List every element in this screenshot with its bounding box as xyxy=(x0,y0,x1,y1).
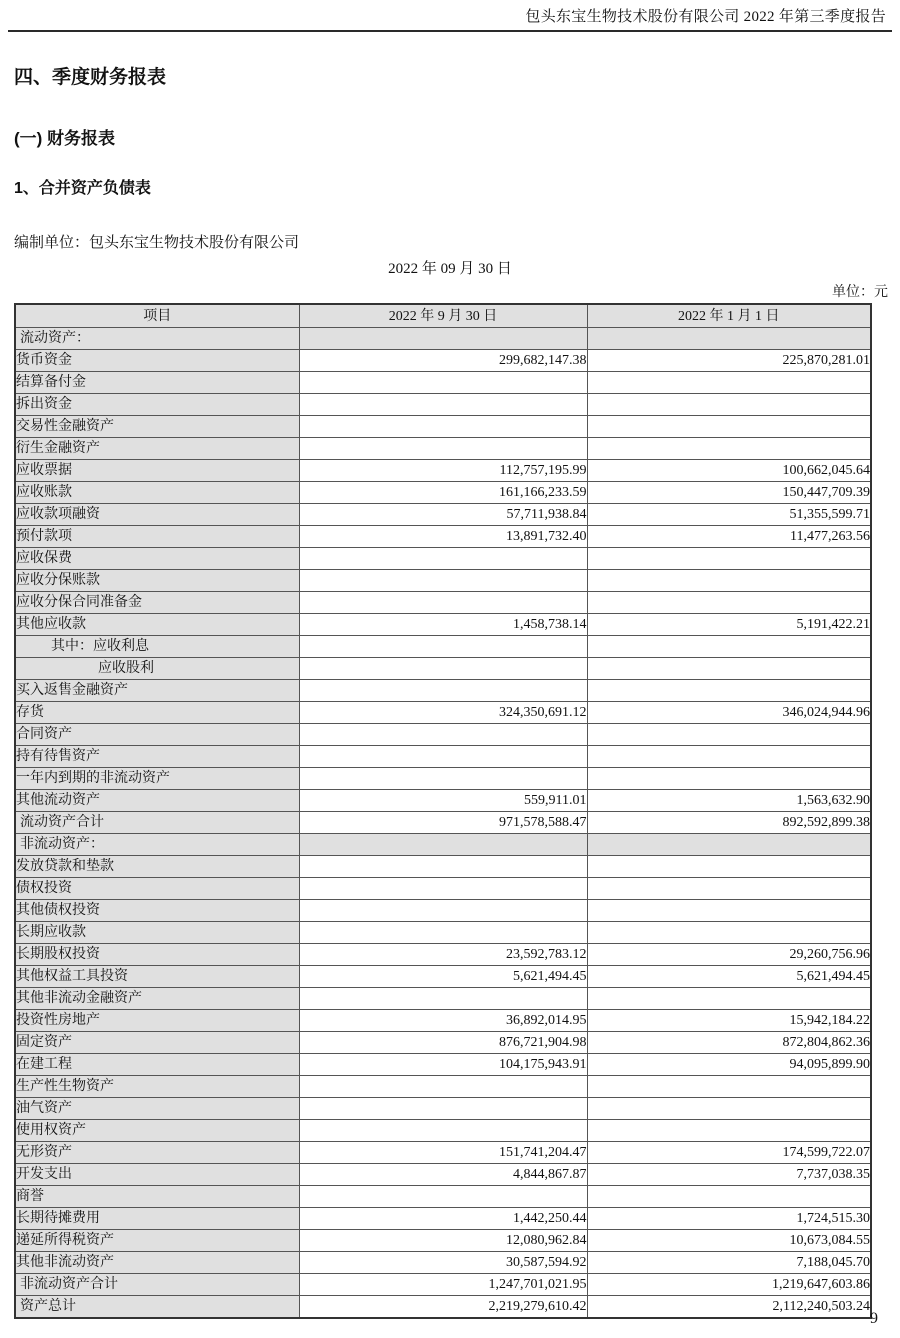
row-label: 交易性金融资产 xyxy=(15,416,299,438)
table-row xyxy=(15,328,871,350)
row-label: 结算备付金 xyxy=(15,372,299,394)
row-value-current: 13,891,732.40 xyxy=(299,526,587,548)
row-value-current: 299,682,147.38 xyxy=(299,350,587,372)
row-label: 应收票据 xyxy=(15,460,299,482)
row-value-current: 161,166,233.59 xyxy=(299,482,587,504)
row-value-current xyxy=(299,570,587,592)
table-row xyxy=(15,570,871,592)
document-header xyxy=(0,0,900,26)
row-value-current xyxy=(299,658,587,680)
row-value-current xyxy=(299,856,587,878)
table-row xyxy=(15,636,871,658)
table-row xyxy=(15,1208,871,1230)
row-label: 应收款项融资 xyxy=(15,504,299,526)
row-label: 拆出资金 xyxy=(15,394,299,416)
row-label: 长期待摊费用 xyxy=(15,1208,299,1230)
table-row xyxy=(15,1010,871,1032)
table-row xyxy=(15,504,871,526)
row-value-current: 104,175,943.91 xyxy=(299,1054,587,1076)
row-value-prior: 94,095,899.90 xyxy=(587,1054,871,1076)
row-value-current xyxy=(299,548,587,570)
row-value-prior: 872,804,862.36 xyxy=(587,1032,871,1054)
col-header-prior-period: 2022 年 1 月 1 日 xyxy=(587,304,871,328)
row-value-prior xyxy=(587,900,871,922)
row-value-current: 57,711,938.84 xyxy=(299,504,587,526)
row-value-prior xyxy=(587,1076,871,1098)
row-value-prior xyxy=(587,878,871,900)
table-row xyxy=(15,1252,871,1274)
row-value-prior: 51,355,599.71 xyxy=(587,504,871,526)
row-value-current: 36,892,014.95 xyxy=(299,1010,587,1032)
page-number: 9 xyxy=(870,1310,878,1327)
row-label: 固定资产 xyxy=(15,1032,299,1054)
row-label: 长期应收款 xyxy=(15,922,299,944)
row-value-current xyxy=(299,768,587,790)
row-value-prior: 150,447,709.39 xyxy=(587,482,871,504)
row-label: 其他债权投资 xyxy=(15,900,299,922)
table-row xyxy=(15,900,871,922)
row-label: 应收分保账款 xyxy=(15,570,299,592)
table-row xyxy=(15,922,871,944)
table-row xyxy=(15,702,871,724)
table-row xyxy=(15,680,871,702)
row-label: 长期股权投资 xyxy=(15,944,299,966)
table-row xyxy=(15,526,871,548)
table-row xyxy=(15,944,871,966)
row-value-current: 1,247,701,021.95 xyxy=(299,1274,587,1296)
table-row xyxy=(15,1076,871,1098)
table-row xyxy=(15,878,871,900)
row-value-prior xyxy=(587,1186,871,1208)
row-value-current xyxy=(299,746,587,768)
row-value-current xyxy=(299,592,587,614)
table-row xyxy=(15,790,871,812)
row-value-prior xyxy=(587,394,871,416)
row-label: 在建工程 xyxy=(15,1054,299,1076)
row-value-current xyxy=(299,1076,587,1098)
row-label: 债权投资 xyxy=(15,878,299,900)
table-row xyxy=(15,1098,871,1120)
row-value-current: 12,080,962.84 xyxy=(299,1230,587,1252)
row-value-current: 151,741,204.47 xyxy=(299,1142,587,1164)
row-value-prior xyxy=(587,746,871,768)
row-value-current: 559,911.01 xyxy=(299,790,587,812)
row-label: 商誉 xyxy=(15,1186,299,1208)
row-label: 投资性房地产 xyxy=(15,1010,299,1032)
row-value-prior xyxy=(587,328,871,350)
row-value-current xyxy=(299,900,587,922)
table-row xyxy=(15,768,871,790)
col-header-item: 项目 xyxy=(15,304,299,328)
row-value-prior: 29,260,756.96 xyxy=(587,944,871,966)
table-row xyxy=(15,856,871,878)
row-value-prior xyxy=(587,372,871,394)
table-row xyxy=(15,460,871,482)
row-label: 开发支出 xyxy=(15,1164,299,1186)
row-label: 合同资产 xyxy=(15,724,299,746)
row-value-current: 23,592,783.12 xyxy=(299,944,587,966)
table-header-row xyxy=(15,304,871,328)
row-label: 其他非流动金融资产 xyxy=(15,988,299,1010)
row-value-prior: 1,563,632.90 xyxy=(587,790,871,812)
row-label: 生产性生物资产 xyxy=(15,1076,299,1098)
row-value-current: 971,578,588.47 xyxy=(299,812,587,834)
row-value-current: 112,757,195.99 xyxy=(299,460,587,482)
row-value-prior: 1,724,515.30 xyxy=(587,1208,871,1230)
row-value-current: 876,721,904.98 xyxy=(299,1032,587,1054)
row-label: 其他非流动资产 xyxy=(15,1252,299,1274)
table-row xyxy=(15,548,871,570)
row-value-current xyxy=(299,1186,587,1208)
header-divider xyxy=(8,30,892,32)
table-row xyxy=(15,1142,871,1164)
row-value-prior: 892,592,899.38 xyxy=(587,812,871,834)
row-value-prior xyxy=(587,922,871,944)
row-label: 其他应收款 xyxy=(15,614,299,636)
row-value-prior xyxy=(587,636,871,658)
row-value-prior xyxy=(587,592,871,614)
row-value-prior: 5,621,494.45 xyxy=(587,966,871,988)
row-value-current xyxy=(299,438,587,460)
row-value-current: 5,621,494.45 xyxy=(299,966,587,988)
row-value-current xyxy=(299,878,587,900)
row-label: 买入返售金融资产 xyxy=(15,680,299,702)
row-value-prior xyxy=(587,834,871,856)
row-value-current xyxy=(299,416,587,438)
row-label: 持有待售资产 xyxy=(15,746,299,768)
row-label: 其中：应收利息 xyxy=(15,636,299,658)
row-value-current xyxy=(299,636,587,658)
table-row xyxy=(15,834,871,856)
row-value-prior xyxy=(587,680,871,702)
row-value-prior: 346,024,944.96 xyxy=(587,702,871,724)
document-header-text: 包头东宝生物技术股份有限公司 2022 年第三季度报告 xyxy=(525,9,886,25)
statement-date: 2022 年 09 月 30 日 xyxy=(388,261,512,277)
row-label: 非流动资产： xyxy=(15,834,299,856)
row-value-prior: 15,942,184.22 xyxy=(587,1010,871,1032)
table-row xyxy=(15,966,871,988)
table-row xyxy=(15,988,871,1010)
row-label: 流动资产合计 xyxy=(15,812,299,834)
row-value-prior: 225,870,281.01 xyxy=(587,350,871,372)
row-label: 一年内到期的非流动资产 xyxy=(15,768,299,790)
prepared-by-line: 编制单位：包头东宝生物技术股份有限公司 xyxy=(14,235,300,251)
row-value-prior xyxy=(587,1098,871,1120)
row-value-prior xyxy=(587,1120,871,1142)
row-value-prior: 10,673,084.55 xyxy=(587,1230,871,1252)
row-value-prior xyxy=(587,658,871,680)
table-row xyxy=(15,482,871,504)
row-value-prior: 1,219,647,603.86 xyxy=(587,1274,871,1296)
table-row xyxy=(15,592,871,614)
table-row xyxy=(15,438,871,460)
row-label: 使用权资产 xyxy=(15,1120,299,1142)
row-label: 无形资产 xyxy=(15,1142,299,1164)
row-value-prior: 2,112,240,503.24 xyxy=(587,1296,871,1319)
table-row xyxy=(15,1296,871,1319)
row-value-current: 4,844,867.87 xyxy=(299,1164,587,1186)
row-label: 非流动资产合计 xyxy=(15,1274,299,1296)
table-row xyxy=(15,350,871,372)
row-value-prior xyxy=(587,724,871,746)
col-header-current-period: 2022 年 9 月 30 日 xyxy=(299,304,587,328)
table-row xyxy=(15,1054,871,1076)
row-label: 发放贷款和垫款 xyxy=(15,856,299,878)
table-row xyxy=(15,1186,871,1208)
statement-title: 1、合并资产负债表 xyxy=(14,180,151,197)
table-row xyxy=(15,1230,871,1252)
row-value-current: 324,350,691.12 xyxy=(299,702,587,724)
row-label: 应收账款 xyxy=(15,482,299,504)
row-label: 存货 xyxy=(15,702,299,724)
table-row xyxy=(15,658,871,680)
table-row xyxy=(15,1032,871,1054)
row-value-current xyxy=(299,372,587,394)
row-value-current xyxy=(299,1120,587,1142)
unit-label: 单位：元 xyxy=(832,285,888,300)
row-value-current xyxy=(299,680,587,702)
row-value-current: 1,458,738.14 xyxy=(299,614,587,636)
row-value-prior xyxy=(587,548,871,570)
row-value-current xyxy=(299,922,587,944)
row-label: 资产总计 xyxy=(15,1296,299,1319)
row-value-current xyxy=(299,724,587,746)
table-row xyxy=(15,416,871,438)
table-row xyxy=(15,1120,871,1142)
row-value-prior: 100,662,045.64 xyxy=(587,460,871,482)
section-title: 四、季度财务报表 xyxy=(14,67,167,88)
row-label: 衍生金融资产 xyxy=(15,438,299,460)
row-label: 应收股利 xyxy=(15,658,299,680)
row-label: 其他流动资产 xyxy=(15,790,299,812)
row-value-current: 1,442,250.44 xyxy=(299,1208,587,1230)
row-value-prior: 7,737,038.35 xyxy=(587,1164,871,1186)
row-label: 油气资产 xyxy=(15,1098,299,1120)
row-value-prior xyxy=(587,416,871,438)
table-row xyxy=(15,1164,871,1186)
table-header xyxy=(15,304,871,328)
row-value-prior xyxy=(587,988,871,1010)
table-row xyxy=(15,1274,871,1296)
subsection-title: (一) 财务报表 xyxy=(14,129,116,148)
balance-sheet-table xyxy=(14,303,872,1319)
row-value-prior xyxy=(587,438,871,460)
row-value-current xyxy=(299,988,587,1010)
row-label: 应收保费 xyxy=(15,548,299,570)
table-row xyxy=(15,724,871,746)
table-row xyxy=(15,812,871,834)
row-value-current xyxy=(299,394,587,416)
row-value-prior: 174,599,722.07 xyxy=(587,1142,871,1164)
row-label: 递延所得税资产 xyxy=(15,1230,299,1252)
table-body xyxy=(15,328,871,1319)
row-value-current xyxy=(299,328,587,350)
row-value-current xyxy=(299,834,587,856)
row-value-prior xyxy=(587,570,871,592)
row-label: 应收分保合同准备金 xyxy=(15,592,299,614)
row-value-current: 30,587,594.92 xyxy=(299,1252,587,1274)
row-label: 货币资金 xyxy=(15,350,299,372)
row-value-prior: 11,477,263.56 xyxy=(587,526,871,548)
row-value-current xyxy=(299,1098,587,1120)
table-row xyxy=(15,746,871,768)
row-value-prior xyxy=(587,856,871,878)
row-label: 流动资产： xyxy=(15,328,299,350)
row-label: 其他权益工具投资 xyxy=(15,966,299,988)
row-value-prior: 5,191,422.21 xyxy=(587,614,871,636)
row-value-prior xyxy=(587,768,871,790)
table-row xyxy=(15,394,871,416)
row-label: 预付款项 xyxy=(15,526,299,548)
table-row xyxy=(15,372,871,394)
table-row xyxy=(15,614,871,636)
row-value-current: 2,219,279,610.42 xyxy=(299,1296,587,1319)
row-value-prior: 7,188,045.70 xyxy=(587,1252,871,1274)
